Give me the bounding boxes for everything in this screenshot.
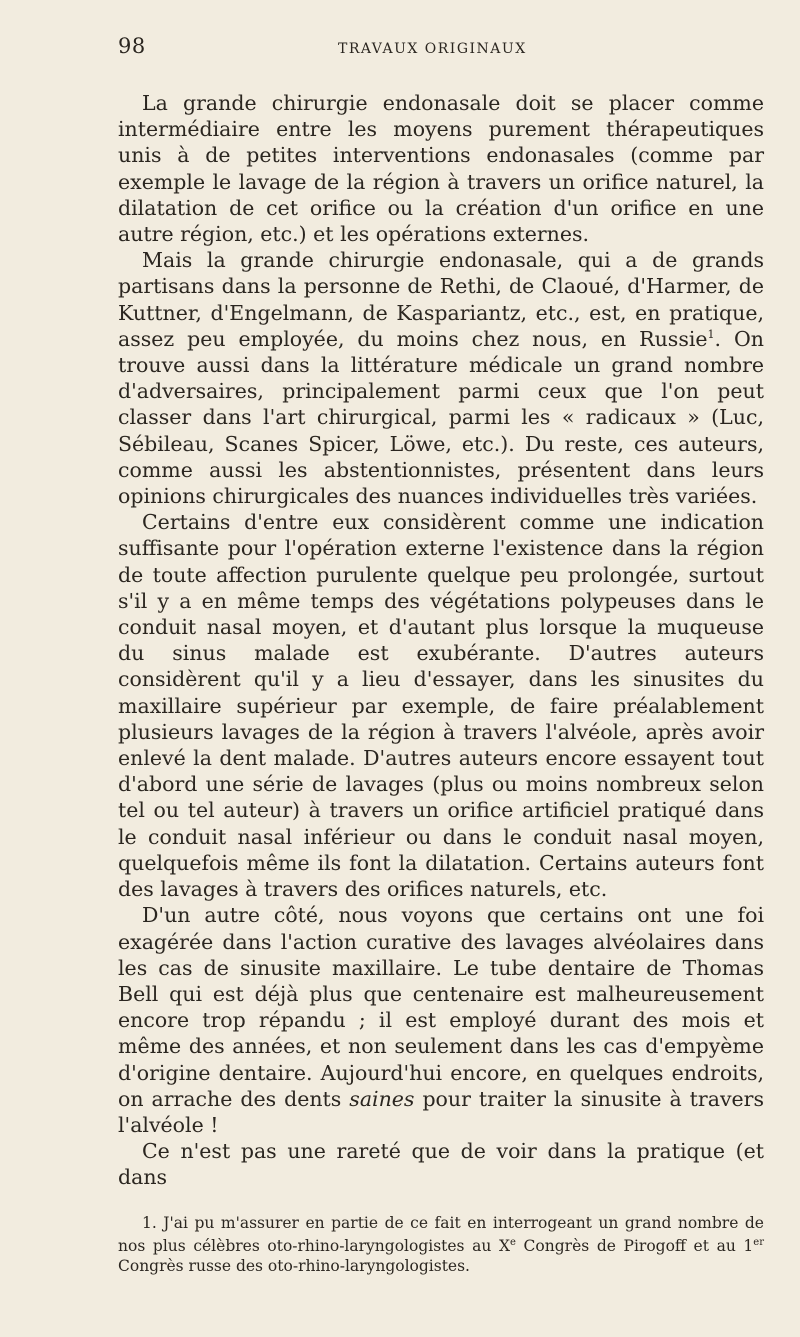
- footnote-1: [118, 1213, 764, 1276]
- paragraph-4-text-a: D'un autre côté, nous voyons que certains ont une foi exagérée dans l'action curative des lavages alvéolaires dans les cas de sinusite maxillaire. Le tube dentaire de Thomas Bell qui est déjà plus que centenaire est malheureusement encore trop répandu ; il est employé durant des mois et même des années, et non seulement dans les cas d'empyème d'origine dentaire. Aujourd'hui encore, en quelques endroits, on arrache des dents: [118, 903, 764, 1111]
- emphasis-saines: saines: [349, 1086, 415, 1111]
- page-number: 98: [118, 34, 146, 58]
- footnote-1-text-a: 1. J'ai pu m'assurer en partie de ce fait en interrogeant un grand nombre de nos plus célèbres oto-rhino-laryngologistes au X: [118, 1213, 764, 1255]
- paragraph-1: La grande chirurgie endonasale doit se placer comme intermédiaire entre les moyens purement thérapeutiques unis à de petites interventions endonasales (comme par exemple le lavage de la région à travers un orifice naturel, la dilatation de cet orifice ou la création d'un orifice en une autre région, etc.) et les opérations externes.: [118, 91, 764, 247]
- running-head: TRAVAUX ORIGINAUX: [338, 41, 527, 57]
- paragraph-4: [118, 902, 764, 1138]
- footnote-1-text-b: Congrès de Pirogoff et au 1: [515, 1236, 754, 1255]
- page-header: [118, 34, 764, 64]
- footnote-1-sup-e: e: [510, 1236, 516, 1248]
- footnote-1-sup-er: er: [753, 1236, 764, 1248]
- paragraph-2-text-b: . On trouve aussi dans la littérature médicale un grand nombre d'adversaires, principalement parmi ceux que l'on peut classer dans l'art chirurgical, parmi les « radicaux » (Luc, Sébileau, Scanes Spicer, Löwe, etc.). Du reste, ces auteurs, comme aussi les abstentionnistes, présentent dans leurs opinions chirurgicales des nuances individuelles très variées.: [118, 326, 764, 509]
- paragraph-2: [118, 247, 764, 509]
- paragraph-3: Certains d'entre eux considèrent comme une indication suffisante pour l'opération externe l'existence dans la région de toute affection purulente quelque peu prolongée, surtout s'il y a en même temps des végétations polypeuses dans le conduit nasal moyen, et d'autant plus lorsque la muqueuse du sinus malade est exubérante. D'autres auteurs considèrent qu'il y a lieu d'essayer, dans les sinusites du maxillaire supérieur par exemple, de faire préalablement plusieurs lavages de la région à travers l'alvéole, après avoir enlevé la dent malade. D'autres auteurs encore essayent tout d'abord une série de lavages (plus ou moins nombreux selon tel ou tel auteur) à travers un orifice artificiel pratiqué dans le conduit nasal inférieur ou dans le conduit nasal moyen, quelquefois même ils font la dilatation. Certains auteurs font des lavages à travers des orifices naturels, etc.: [118, 510, 764, 902]
- paragraph-2-text-a: Mais la grande chirurgie endonasale, qui a de grands partisans dans la personne de Rethi, de Claoué, d'Harmer, de Kuttner, d'Engelmann, de Kaspariantz, etc., est, en pratique, assez peu employée, du moins chez nous, en Russie: [118, 248, 764, 351]
- paragraph-5: Ce n'est pas une rareté que de voir dans la pratique (et dans: [118, 1139, 764, 1190]
- footnotes: [118, 1213, 764, 1276]
- footnote-1-text-c: Congrès russe des oto-rhino-laryngologistes.: [118, 1256, 470, 1275]
- footnote-reference[interactable]: 1: [707, 328, 715, 341]
- body-text: [118, 90, 764, 1191]
- paragraph-4-text-b: pour traiter la sinusite à travers l'alvéole !: [118, 1086, 764, 1137]
